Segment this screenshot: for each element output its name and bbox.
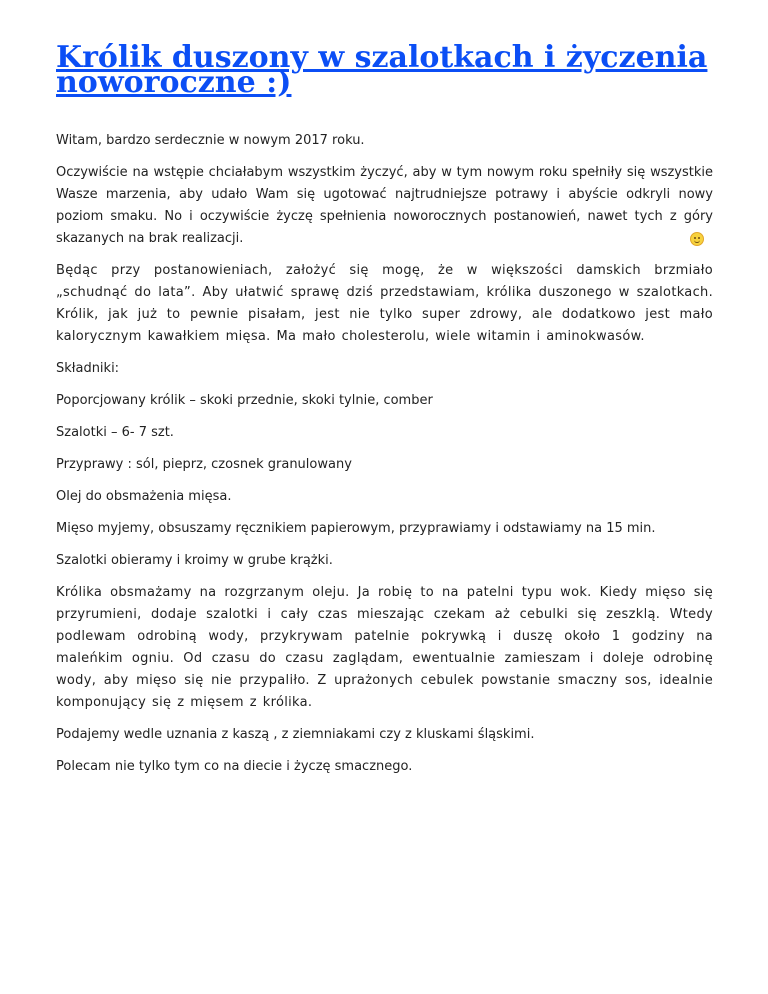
article — [56, 40, 713, 788]
step-cooking: Królika obsmażamy na rozgrzanym oleju. Ja robię to na patelni typu wok. Kiedy mięso się przyrumieni, dodaje szalotki i cały czas mieszając czekam aż cebulki się zeszklą. Wtedy podlewam odrobiną wody, przykrywam patelnie pokrywką i duszę około 1 godziny na maleńkim ogniu. Od czasu do czasu zaglądam, ewentualnie zamieszam i doleje odrobinę wody, aby mięso się nie przypaliło. Z uprażonych cebulek powstanie smaczny sos, idealnie komponujący się z mięsem z królika. — [56, 585, 713, 710]
paragraph-wishes-text: Oczywiście na wstępie chciałabym wszystkim życzyć, aby w tym nowym roku spełniły się wszystkie Wasze marzenia, aby udało Wam się ugotować najtrudniejsze potrawy i abyście odkryli nowy poziom smaku. No i oczywiście życzę spełnienia noworocznych postanowień, nawet tych z góry skazanych na brak realizacji. — [56, 165, 713, 246]
paragraph-greeting: Witam, bardzo serdecznie w nowym 2017 roku. — [56, 133, 365, 148]
paragraph-intro: Będąc przy postanowieniach, założyć się mogę, że w większości damskich brzmiało „schudnąć do lata”. Aby ułatwić sprawę dziś przedstawiam, królika duszonego w szalotkach. Królik, jak już to pewnie pisałam, jest nie tylko super zdrowy, ale dodatkowo jest mało kalorycznym kawałkiem mięsa. Ma mało cholesterolu, wiele witamin i aminokwasów. — [56, 263, 713, 344]
step-serving: Podajemy wedle uznania z kaszą , z ziemniakami czy z kluskami śląskimi. — [56, 727, 535, 742]
ingredient-spices: Przyprawy : sól, pieprz, czosnek granulowany — [56, 457, 352, 472]
step-prepare-shallots: Szalotki obieramy i kroimy w grube krążki. — [56, 553, 333, 568]
paragraph-wishes — [56, 162, 713, 250]
step-prepare-meat: Mięso myjemy, obsuszamy ręcznikiem papierowym, przyprawiamy i odstawiamy na 15 min. — [56, 521, 656, 536]
smiley-face-icon — [690, 232, 704, 246]
ingredient-shallots: Szalotki – 6- 7 szt. — [56, 425, 174, 440]
closing-remark: Polecam nie tylko tym co na diecie i życzę smacznego. — [56, 759, 413, 774]
ingredient-rabbit: Poporcjowany królik – skoki przednie, skoki tylnie, comber — [56, 393, 433, 408]
article-title-link[interactable]: Królik duszony w szalotkach i życzenia noworoczne :) — [56, 40, 708, 100]
ingredients-heading: Składniki: — [56, 361, 120, 376]
ingredient-oil: Olej do obsmażenia mięsa. — [56, 489, 232, 504]
article-title — [56, 40, 713, 100]
